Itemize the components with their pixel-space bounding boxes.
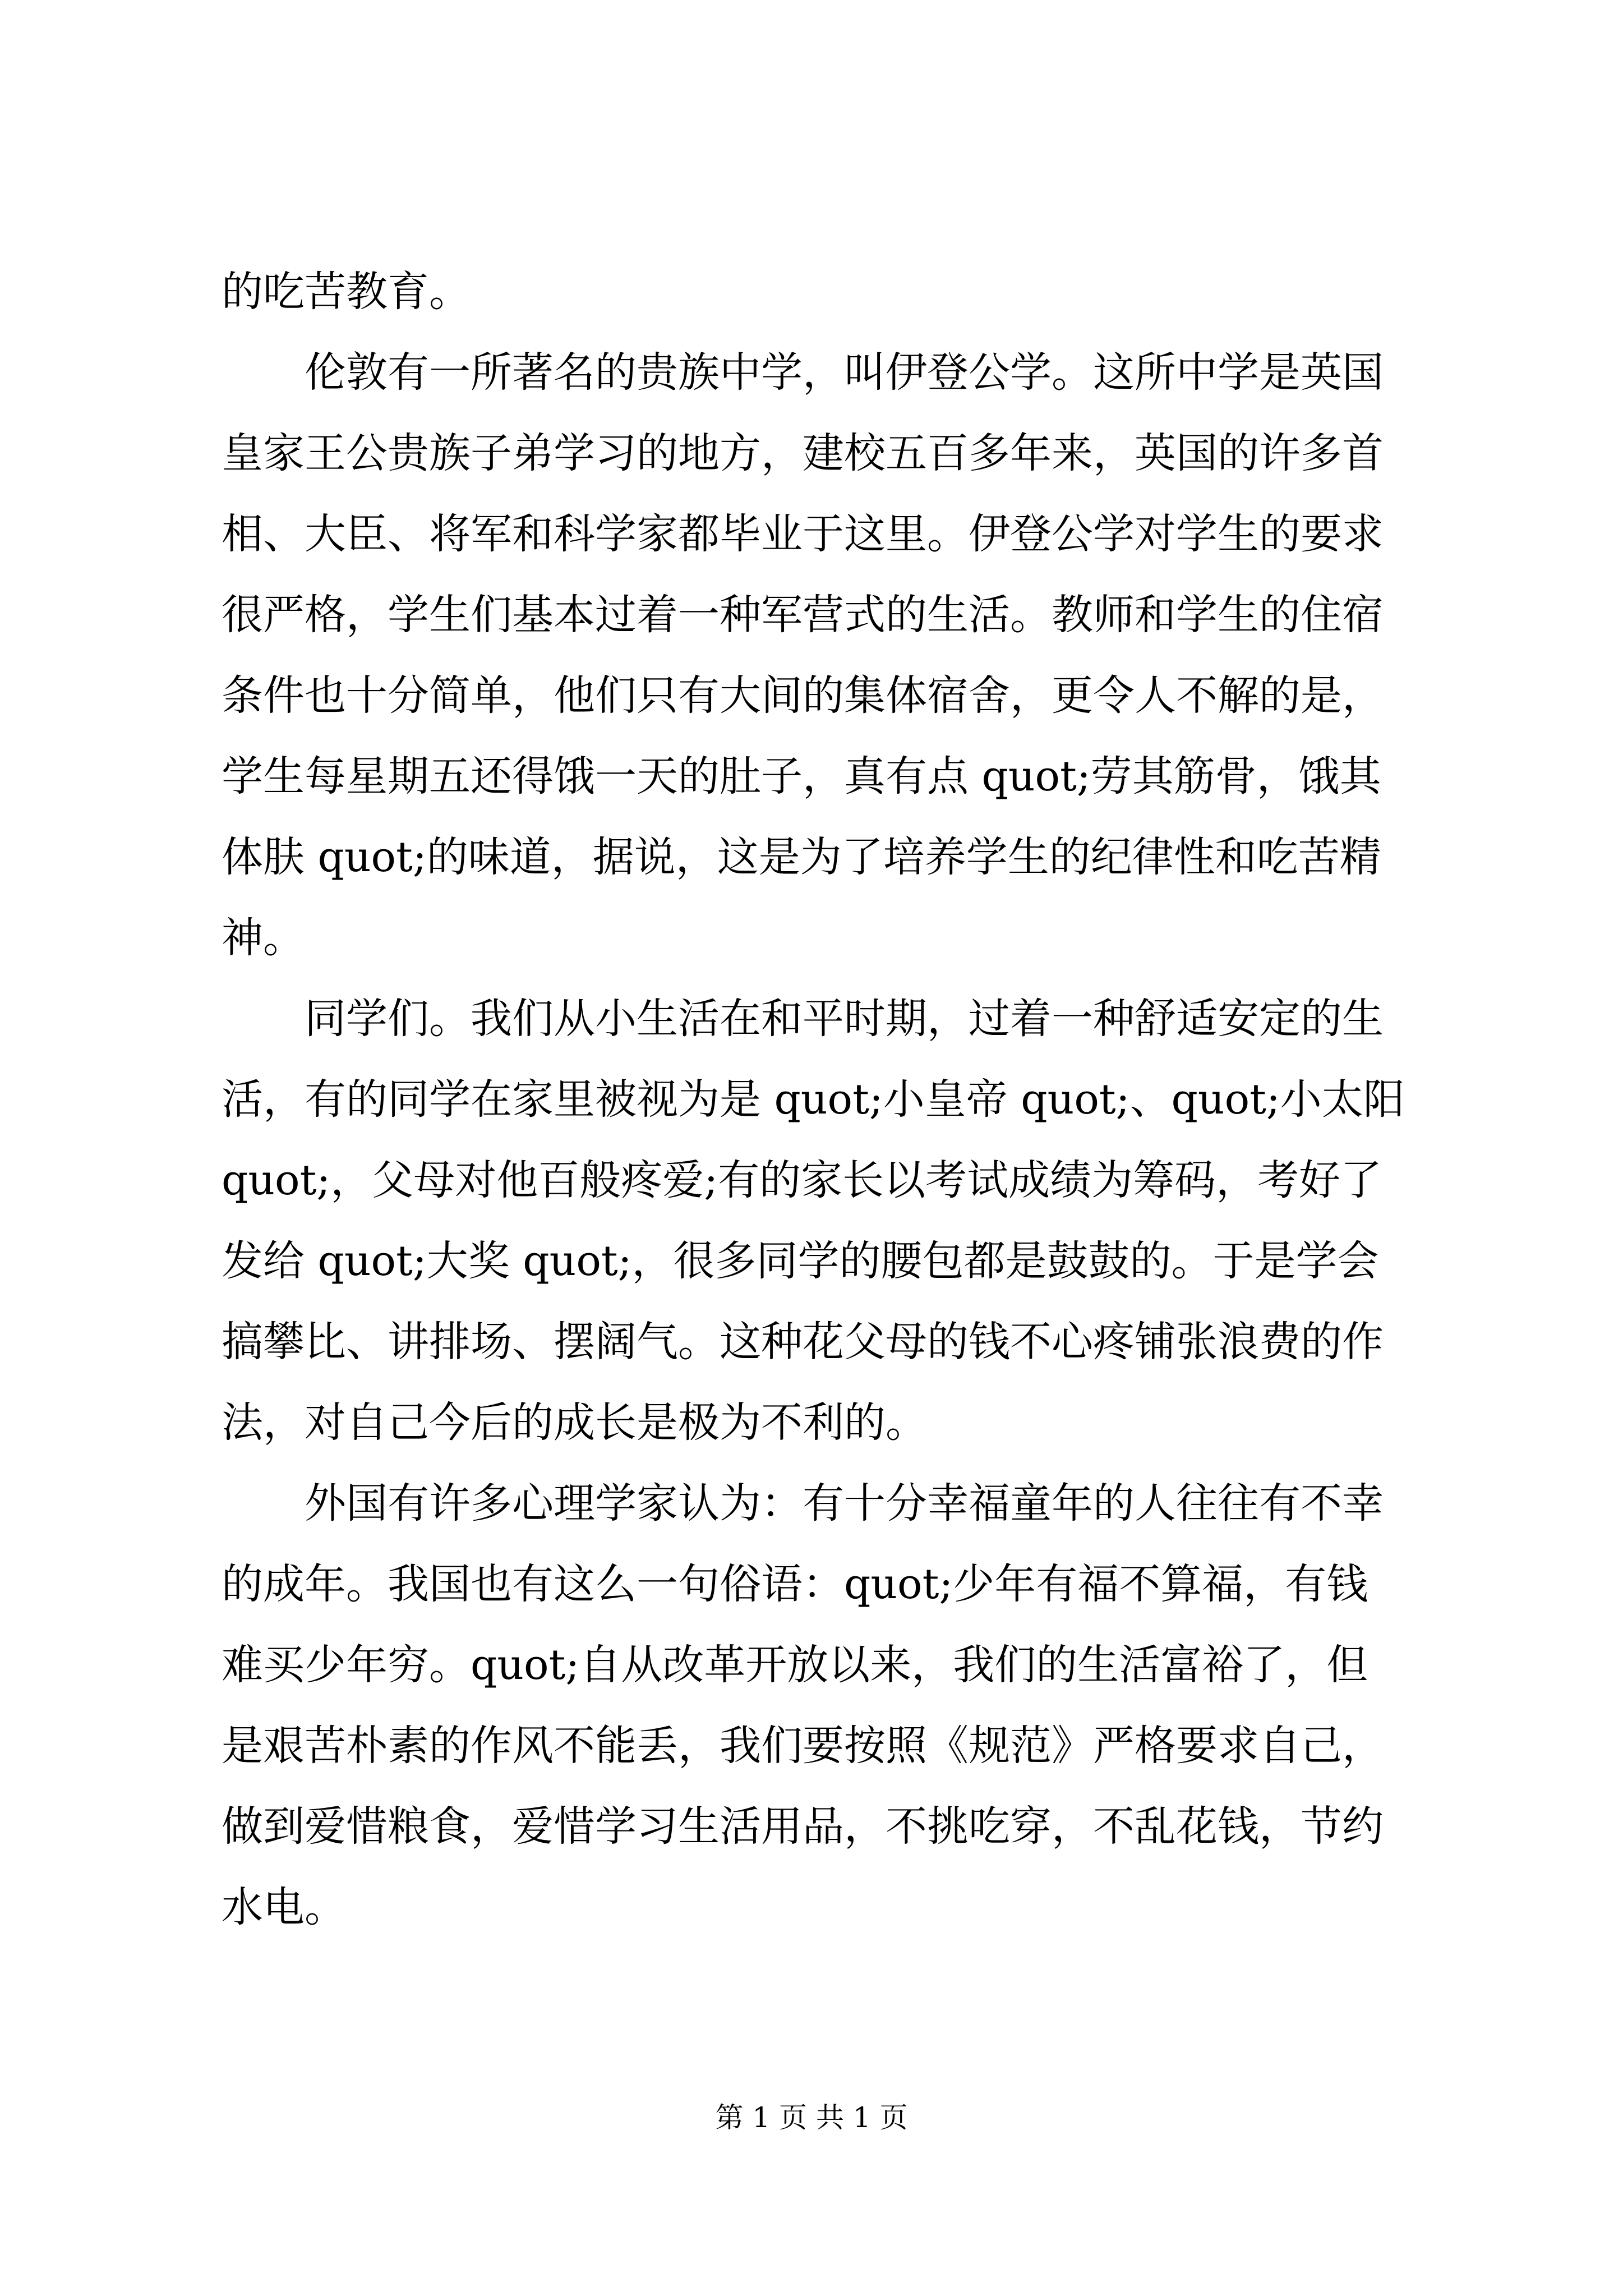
text-line: 很严格，学生们基本过着一种军营式的生活。教师和学生的住宿 <box>222 591 1384 639</box>
text-line: 皇家王公贵族子弟学习的地方，建校五百多年来，英国的许多首 <box>222 429 1384 477</box>
text-line: 法，对自己今后的成长是极为不利的。 <box>222 1398 927 1447</box>
text-line: quot;，父母对他百般疼爱;有的家长以考试成绩为筹码，考好了 <box>222 1156 1382 1204</box>
document-body <box>222 251 1427 1948</box>
text-line: 活，有的同学在家里被视为是 quot;小皇帝 quot;、quot;小太阳 <box>222 1075 1405 1124</box>
text-line: 伦敦有一所著名的贵族中学，叫伊登公学。这所中学是英国 <box>305 348 1384 397</box>
text-line: 发给 quot;大奖 quot;，很多同学的腰包都是鼓鼓的。于是学会 <box>222 1237 1379 1285</box>
text-line: 的成年。我国也有这么一句俗语：quot;少年有福不算福，有钱 <box>222 1560 1368 1608</box>
text-line: 难买少年穷。quot;自从改革开放以来，我们的生活富裕了，但 <box>222 1641 1368 1689</box>
text-line: 体肤 quot;的味道，据说，这是为了培养学生的纪律性和吃苦精 <box>222 833 1381 881</box>
text-line: 学生每星期五还得饿一天的肚子，真有点 quot;劳其筋骨，饿其 <box>222 752 1381 800</box>
text-line: 做到爱惜粮食，爱惜学习生活用品，不挑吃穿，不乱花钱，节约 <box>222 1802 1384 1851</box>
text-line: 条件也十分简单，他们只有大间的集体宿舍，更令人不解的是， <box>222 671 1384 720</box>
text-line: 搞攀比、讲排场、摆阔气。这种花父母的钱不心疼铺张浪费的作 <box>222 1318 1384 1366</box>
text-line: 相、大臣、将军和科学家都毕业于这里。伊登公学对学生的要求 <box>222 510 1384 558</box>
page-footer: 第 1 页 共 1 页 <box>715 2101 908 2134</box>
text-line: 外国有许多心理学家认为：有十分幸福童年的人往往有不幸 <box>305 1479 1384 1527</box>
text-line: 的吃苦教育。 <box>222 268 471 316</box>
text-line: 神。 <box>222 914 305 962</box>
text-line: 水电。 <box>222 1883 346 1931</box>
text-line: 同学们。我们从小生活在和平时期，过着一种舒适安定的生 <box>305 995 1384 1043</box>
text-line: 是艰苦朴素的作风不能丢，我们要按照《规范》严格要求自己， <box>222 1722 1384 1770</box>
